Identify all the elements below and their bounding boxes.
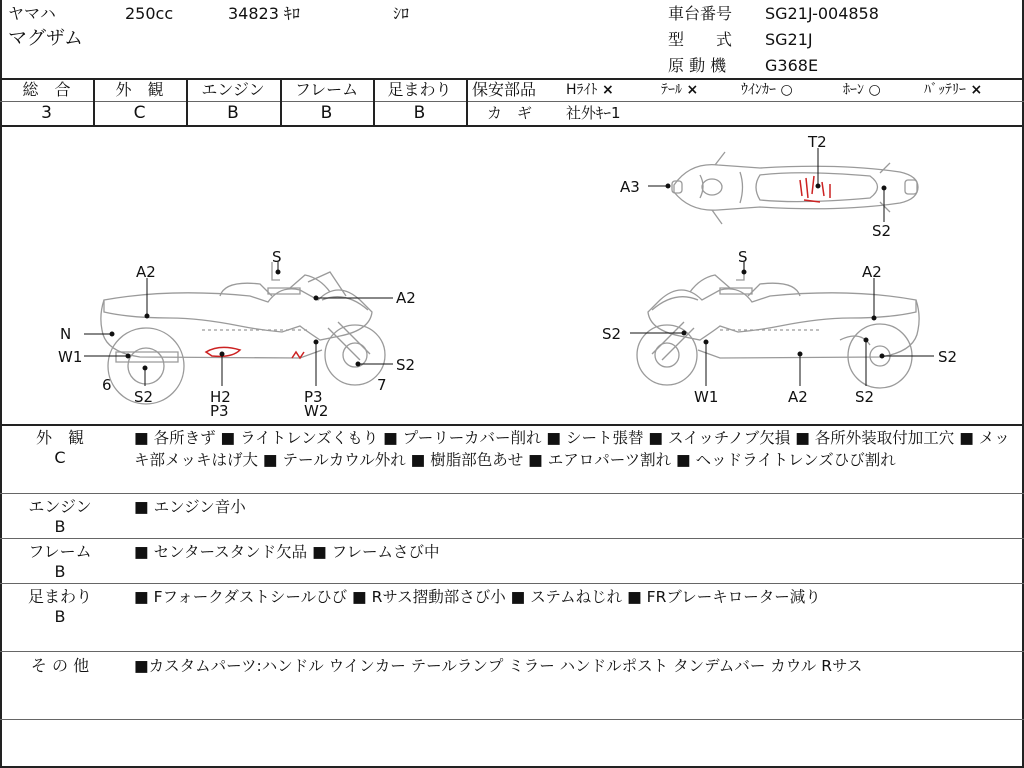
label-a2: A2: [862, 263, 882, 281]
label-p3: P3: [210, 402, 229, 420]
details-divider: [0, 719, 1024, 720]
details-divider: [0, 538, 1024, 539]
grade-table-mid-border: [0, 101, 466, 102]
label-n: N: [60, 325, 72, 343]
type-label: 型 式: [668, 30, 733, 49]
maker: ヤマハ: [8, 4, 56, 23]
detail-text-suspension: ■ Fフォークダストシールひび ■ Rサス摺動部さび小 ■ ステムねじれ ■ FRブレーキローター減り: [134, 588, 821, 606]
safety-item-horn: ﾎｰﾝ ○: [843, 82, 881, 98]
safety-item-headlight: Hﾗｲﾄ ×: [566, 82, 614, 98]
label-s2: S2: [134, 388, 154, 406]
detail-grade-frame: B: [54, 562, 66, 581]
details-divider: [0, 583, 1024, 584]
detail-title-frame: フレーム: [28, 542, 92, 561]
grade-value-frame: B: [320, 103, 333, 123]
label-w2: W2: [304, 402, 329, 420]
safety-label: 保安部品: [472, 80, 537, 99]
grade-header-exterior: 外 観: [115, 80, 164, 99]
label-6: 6: [102, 376, 112, 394]
label-s2: S2: [938, 348, 958, 366]
frame-no: SG21J-004858: [765, 4, 879, 23]
left-side-scooter: [101, 262, 385, 404]
safety-item-battery: ﾊﾞｯﾃﾘｰ ×: [924, 82, 983, 98]
detail-text-engine: ■ エンジン音小: [134, 498, 246, 516]
grade-value-engine: B: [227, 103, 239, 123]
safety-item-taillight: ﾃｰﾙ ×: [661, 82, 699, 98]
key-label: カ ギ: [487, 104, 533, 122]
engine-label: 原 動 機: [668, 56, 727, 75]
detail-title-other: そ の 他: [30, 656, 90, 675]
label-s: S: [272, 248, 282, 266]
top-view-scooter: [672, 152, 918, 224]
label-a2: A2: [396, 289, 416, 307]
diagram-labels: [58, 133, 957, 420]
model-name: マグザム: [8, 27, 84, 49]
label-w1: W1: [694, 388, 719, 406]
detail-text-other: ■カスタムパーツ:ハンドル ウインカー テールランプ ミラー ハンドルポスト タンデムバー カウル Rサス: [134, 657, 863, 675]
label-w1: W1: [58, 348, 83, 366]
detail-title-suspension: 足まわり: [27, 587, 92, 606]
damage-marks: [206, 176, 830, 358]
detail-text-exterior: ■ 各所きず ■ ライトレンズくもり ■ プーリーカバー削れ ■ シート張替 ■ スイッチノブ欠損 ■ 各所外装取付加工穴 ■ メッキ部メッキはげ大 ■ テールカウル外れ ■ 樹脂部色あせ ■ エアロパーツ割れ ■ ヘッドライトレンズひび割れ: [134, 429, 1010, 469]
key-value: 社外ｷｰ1: [566, 104, 621, 122]
grade-header-engine: エンジン: [201, 80, 265, 99]
detail-text-frame: ■ センタースタンド欠品 ■ フレームさび中: [134, 543, 440, 561]
engine-value: G368E: [765, 56, 819, 75]
frame-no-label: 車台番号: [668, 4, 733, 23]
grade-header-suspension: 足まわり: [387, 80, 452, 99]
grade-header-overall: 総 合: [22, 80, 71, 99]
mileage: 34823 ｷﾛ: [228, 4, 300, 23]
detail-grade-exterior: C: [54, 448, 66, 467]
label-h2: H2: [210, 388, 231, 406]
detail-title-exterior: 外 観: [35, 428, 84, 447]
label-s2: S2: [602, 325, 622, 343]
label-t2: T2: [808, 133, 827, 151]
details-divider: [0, 493, 1024, 494]
label-7: 7: [377, 376, 387, 394]
label-s: S: [738, 248, 748, 266]
label-a2: A2: [136, 263, 156, 281]
detail-title-engine: エンジン: [28, 497, 92, 516]
label-p3: P3: [304, 388, 323, 406]
grade-value-suspension: B: [413, 103, 426, 123]
details-divider: [0, 651, 1024, 652]
displacement: 250cc: [125, 4, 174, 23]
details-top-border: [0, 424, 1024, 426]
detail-grade-suspension: B: [54, 607, 66, 626]
grade-col-divider: [466, 78, 468, 125]
color: ｼﾛ: [393, 4, 410, 23]
safety-item-winker: ｳｲﾝｶｰ ○: [741, 82, 793, 98]
detail-grade-engine: B: [54, 517, 66, 536]
label-a3: A3: [620, 178, 640, 196]
type-value: SG21J: [765, 30, 813, 49]
label-s2: S2: [872, 222, 892, 240]
label-s2: S2: [855, 388, 875, 406]
label-a2: A2: [788, 388, 808, 406]
label-s2: S2: [396, 356, 416, 374]
grade-header-frame: フレーム: [294, 80, 359, 99]
safety-mid-border: [466, 101, 1024, 102]
grade-value-exterior: C: [133, 103, 146, 123]
damage-diagram: [0, 126, 1024, 424]
grade-value-overall: 3: [41, 103, 52, 123]
